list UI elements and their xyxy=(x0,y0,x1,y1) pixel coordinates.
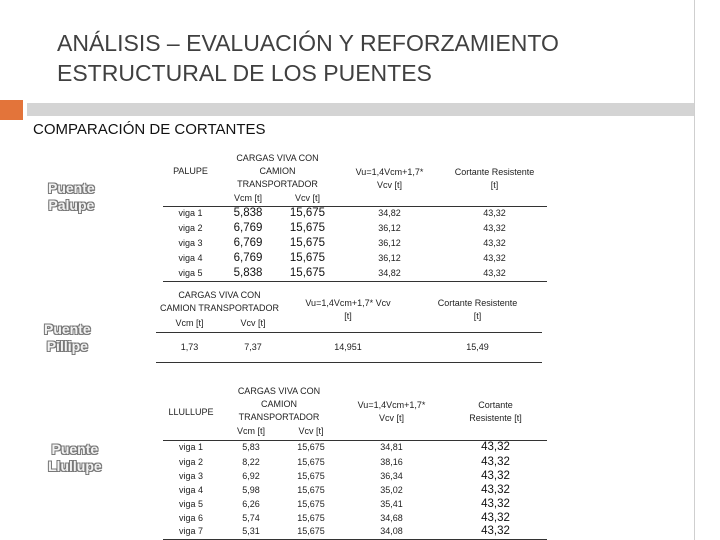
viga-label: viga 4 xyxy=(178,253,203,263)
vcv-cell: 15,675 xyxy=(297,456,325,467)
table-name: LLULLUPE xyxy=(168,406,214,417)
vcm-cell: 1,73 xyxy=(156,332,223,362)
vcv-cell: 15,675 xyxy=(297,470,325,481)
resistant-cell: 43,32 xyxy=(442,266,547,281)
vcm-cell: 5,74 xyxy=(242,512,260,523)
bridge-label-line2: Palupe xyxy=(48,197,95,213)
vcv-header: Vcv [t] xyxy=(294,192,320,203)
resistant-cell: 43,32 xyxy=(481,455,510,468)
vcm-cell: 6,769 xyxy=(233,222,263,234)
bridge-label-llullupe xyxy=(48,441,102,475)
accent-box xyxy=(0,100,23,120)
vcv-cell: 15,675 xyxy=(289,222,326,234)
group-header: CARGAS VIVA CON CAMION TRANSPORTADOR xyxy=(236,153,319,189)
resistant-cell: 43,32 xyxy=(481,511,510,524)
bridge-label-line1: Puente xyxy=(44,321,91,337)
resistant-cell: 43,32 xyxy=(481,469,510,482)
vcm-header: Vcm [t] xyxy=(233,192,262,203)
vcv-cell: 15,675 xyxy=(297,498,325,509)
vu-cell: 34,82 xyxy=(337,206,442,221)
bridge-label-line1: Puente xyxy=(51,441,99,457)
vu-header: Vu=1,4Vcm+1,7* Vcv [t] xyxy=(305,297,391,321)
vcm-cell: 5,838 xyxy=(218,206,278,221)
vcv-cell: 15,675 xyxy=(297,512,325,523)
right-border-line xyxy=(694,0,695,540)
vu-header: Vu=1,4Vcm+1,7* Vcv [t] xyxy=(357,400,426,424)
vu-cell: 36,12 xyxy=(378,223,401,233)
resistant-cell: 43,32 xyxy=(444,440,547,455)
vcm-cell: 5,31 xyxy=(219,525,283,539)
vcm-cell: 5,83 xyxy=(219,440,283,455)
resistant-header: Cortante Resistente [t] xyxy=(469,400,522,424)
viga-label: viga 4 xyxy=(178,484,204,495)
vu-cell: 34,08 xyxy=(339,525,444,539)
bridge-label-line2: Llullupe xyxy=(48,458,102,474)
vcm-header: Vcm [t] xyxy=(236,426,265,437)
vcm-cell: 6,26 xyxy=(242,498,260,509)
vcv-cell: 15,675 xyxy=(297,484,325,495)
resistant-header: Cortante Resistente [t] xyxy=(454,166,535,190)
vcv-cell: 15,675 xyxy=(283,440,339,455)
vu-cell: 35,41 xyxy=(380,498,403,509)
vu-cell: 35,02 xyxy=(380,484,403,495)
vcv-header: Vcv [t] xyxy=(298,426,324,437)
vcv-cell: 15,675 xyxy=(289,252,326,264)
viga-label: viga 6 xyxy=(178,512,204,523)
viga-label: viga 3 xyxy=(178,470,204,481)
vu-cell: 36,34 xyxy=(380,470,403,481)
vu-cell: 34,82 xyxy=(337,266,442,281)
vcv-cell: 7,37 xyxy=(223,332,283,362)
table-name: PALUPE xyxy=(173,166,208,176)
group-header: CARGAS VIVA CON CAMION TRANSPORTADOR xyxy=(237,386,321,422)
vu-cell: 14,951 xyxy=(283,332,413,362)
vu-cell: 38,16 xyxy=(380,456,403,467)
resistant-cell: 43,32 xyxy=(481,483,510,496)
resistant-cell: 43,32 xyxy=(444,525,547,539)
viga-label: viga 2 xyxy=(178,223,203,233)
vcv-cell: 15,675 xyxy=(289,237,326,249)
pillipe-table xyxy=(156,288,542,363)
viga-label: viga 1 xyxy=(163,206,218,221)
viga-label: viga 1 xyxy=(163,440,219,455)
vcm-header: Vcm [t] xyxy=(175,318,204,329)
viga-label: viga 5 xyxy=(163,266,218,281)
title-divider xyxy=(27,103,695,116)
resistant-cell: 43,32 xyxy=(483,223,506,233)
viga-label: viga 5 xyxy=(178,498,204,509)
vcm-cell: 8,22 xyxy=(242,456,260,467)
resistant-cell: 15,49 xyxy=(413,332,542,362)
resistant-header: Cortante Resistente [t] xyxy=(437,297,518,321)
resistant-cell: 43,32 xyxy=(483,238,506,248)
resistant-cell: 43,32 xyxy=(442,206,547,221)
palupe-table xyxy=(163,152,547,282)
bridge-label-line1: Puente xyxy=(48,180,95,196)
vu-header: Vu=1,4Vcm+1,7* Vcv [t] xyxy=(355,166,424,190)
vcv-header: Vcv [t] xyxy=(240,318,266,329)
vcm-cell: 5,838 xyxy=(218,266,278,281)
section-subtitle: COMPARACIÓN DE CORTANTES xyxy=(33,121,266,138)
vcv-cell: 15,675 xyxy=(278,206,337,221)
vcm-cell: 6,92 xyxy=(242,470,260,481)
vu-cell: 36,12 xyxy=(378,253,401,263)
resistant-cell: 43,32 xyxy=(483,253,506,263)
bridge-label-pillipe xyxy=(44,321,91,355)
group-header: CARGAS VIVA CON CAMION TRANSPORTADOR xyxy=(160,290,280,313)
vu-cell: 36,12 xyxy=(378,238,401,248)
vu-cell: 34,81 xyxy=(339,440,444,455)
vu-cell: 34,68 xyxy=(380,512,403,523)
bridge-label-palupe xyxy=(48,180,95,214)
bridge-label-line2: Pillipe xyxy=(46,338,88,354)
vcm-cell: 5,98 xyxy=(242,484,260,495)
resistant-cell: 43,32 xyxy=(481,497,510,510)
vcv-cell: 15,675 xyxy=(283,525,339,539)
vcv-cell: 15,675 xyxy=(278,266,337,281)
viga-label: viga 3 xyxy=(178,238,203,248)
viga-label: viga 2 xyxy=(178,456,204,467)
vcm-cell: 6,769 xyxy=(233,237,263,249)
viga-label: viga 7 xyxy=(163,525,219,539)
llullupe-table xyxy=(163,385,547,540)
slide-title: ANÁLISIS – EVALUACIÓN Y REFORZAMIENTO ESTRUCTURAL DE LOS PUENTES xyxy=(57,30,559,86)
vcm-cell: 6,769 xyxy=(233,252,263,264)
